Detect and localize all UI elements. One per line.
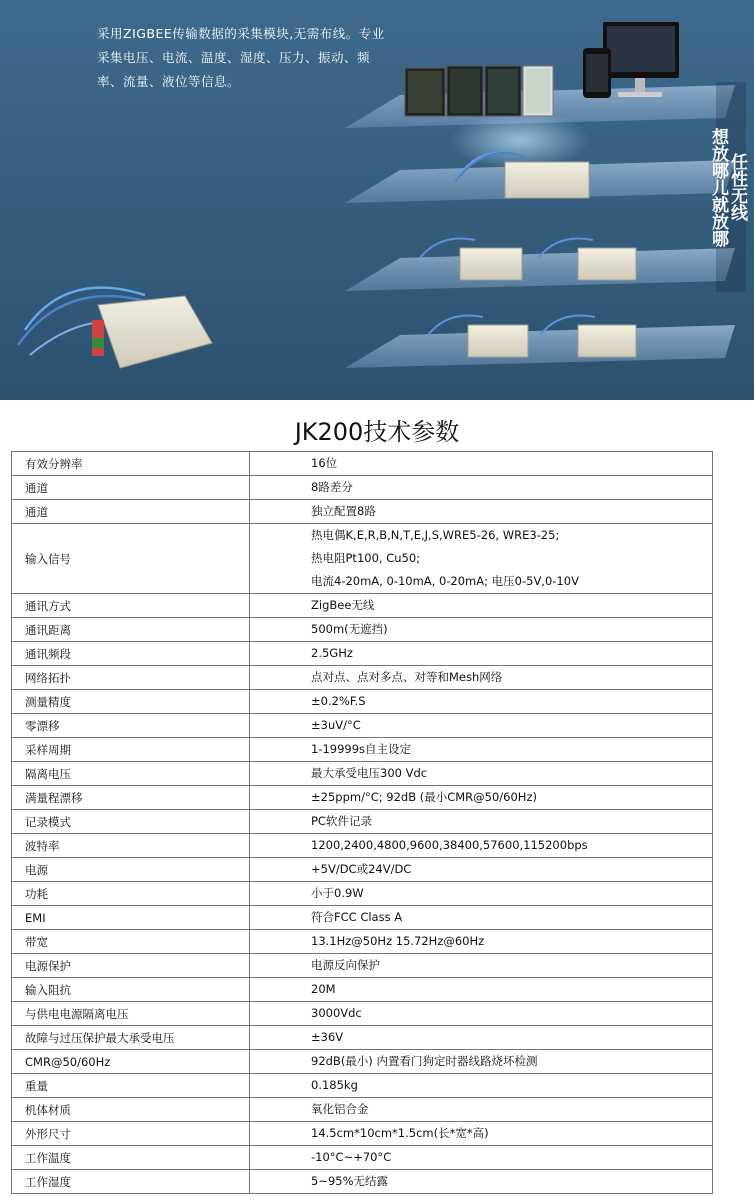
spec-row: [12, 452, 713, 476]
spec-value: [250, 452, 713, 476]
spec-key: 网络拓扑: [12, 666, 250, 690]
spec-row: [12, 906, 713, 930]
spec-key: 通讯方式: [12, 594, 250, 618]
slogan-line: 想放哪儿就放哪: [708, 127, 728, 247]
banner-description: 采用ZIGBEE传输数据的采集模块,无需布线。专业采集电压、电流、温度、湿度、压力、振动、频率、流量、液位等信息。: [97, 26, 385, 89]
spec-value-line: 点对点、点对多点、对等和Mesh网络: [311, 670, 503, 684]
spec-value: [250, 882, 713, 906]
spec-value: [250, 690, 713, 714]
spec-row: [12, 930, 713, 954]
spec-value-line: PC软件记录: [311, 814, 372, 828]
spec-value: [250, 954, 713, 978]
spec-row: [12, 666, 713, 690]
spec-row: [12, 738, 713, 762]
spec-row: [12, 500, 713, 524]
spec-key: 带宽: [12, 930, 250, 954]
spec-value-line: 电源反向保护: [311, 958, 380, 972]
spec-value: [250, 476, 713, 500]
module-device-large: [18, 288, 212, 368]
spec-table-body: [12, 452, 713, 1194]
spec-value: [250, 500, 713, 524]
spec-key: 电源保护: [12, 954, 250, 978]
spec-key: 输入信号: [12, 524, 250, 594]
spec-value-line: -10°C~+70°C: [311, 1150, 392, 1164]
spec-key: 通讯距离: [12, 618, 250, 642]
spec-value-line: 热电阻Pt100, Cu50;: [311, 551, 421, 565]
spec-row: [12, 1146, 713, 1170]
spec-row: [12, 594, 713, 618]
spec-value: [250, 978, 713, 1002]
spec-value-line: +5V/DC或24V/DC: [311, 862, 412, 876]
spec-value-line: 13.1Hz@50Hz 15.72Hz@60Hz: [311, 934, 485, 948]
spec-row: [12, 834, 713, 858]
spec-value-line: ±0.2%F.S: [311, 694, 366, 708]
spec-value: [250, 1026, 713, 1050]
spec-row: [12, 618, 713, 642]
spec-key: 采样周期: [12, 738, 250, 762]
spec-key: 通道: [12, 500, 250, 524]
spec-row: [12, 1002, 713, 1026]
spec-value: [250, 930, 713, 954]
spec-value-line: ±25ppm/°C; 92dB (最小CMR@50/60Hz): [311, 790, 537, 804]
spec-key: 电源: [12, 858, 250, 882]
spec-row: [12, 978, 713, 1002]
spec-value-line: 2.5GHz: [311, 646, 353, 660]
spec-row: [12, 1074, 713, 1098]
spec-value: [250, 1002, 713, 1026]
spec-value-line: ±3uV/°C: [311, 718, 361, 732]
spec-key: 有效分辨率: [12, 452, 250, 476]
spec-key: 零漂移: [12, 714, 250, 738]
spec-row: [12, 810, 713, 834]
spec-key: 机体材质: [12, 1098, 250, 1122]
spec-row: [12, 786, 713, 810]
spec-value-line: 14.5cm*10cm*1.5cm(长*宽*高): [311, 1126, 489, 1140]
spec-key: 通道: [12, 476, 250, 500]
spec-value-line: 16位: [311, 456, 338, 470]
spec-value: [250, 1098, 713, 1122]
spec-value-line: ±36V: [311, 1030, 344, 1044]
spec-key: 隔离电压: [12, 762, 250, 786]
spec-key: 外形尺寸: [12, 1122, 250, 1146]
spec-key: 故障与过压保护最大承受电压: [12, 1026, 250, 1050]
spec-value: [250, 1170, 713, 1194]
spec-value-line: 符合FCC Class A: [311, 910, 403, 924]
spec-row: [12, 690, 713, 714]
spec-value: [250, 786, 713, 810]
spec-row: [12, 1050, 713, 1074]
spec-key: 通讯频段: [12, 642, 250, 666]
spec-row: [12, 642, 713, 666]
spec-value-line: 电流4-20mA, 0-10mA, 0-20mA; 电压0-5V,0-10V: [311, 574, 579, 588]
spec-title: JK200技术参数: [294, 418, 460, 446]
spec-value-line: 小于0.9W: [311, 886, 364, 900]
spec-value: [250, 858, 713, 882]
spec-key: 与供电电源隔离电压: [12, 1002, 250, 1026]
spec-value-line: 独立配置8路: [311, 504, 376, 518]
shelf-layer: [345, 325, 735, 368]
spec-key: 记录模式: [12, 810, 250, 834]
spec-row: [12, 954, 713, 978]
product-banner: [0, 0, 754, 400]
spec-value-line: 1-19999s自主设定: [311, 742, 412, 756]
spec-key: CMR@50/60Hz: [12, 1050, 250, 1074]
spec-key: 工作温度: [12, 1146, 250, 1170]
desktop-monitor: [583, 22, 679, 98]
spec-value: [250, 1074, 713, 1098]
spec-key: 测量精度: [12, 690, 250, 714]
vertical-slogan: [708, 82, 747, 292]
spec-value: [250, 594, 713, 618]
spec-row: [12, 1170, 713, 1194]
spec-row: [12, 476, 713, 500]
spec-value-line: 8路差分: [311, 480, 353, 494]
spec-row: [12, 882, 713, 906]
spec-value: [250, 762, 713, 786]
spec-value: [250, 618, 713, 642]
spec-row: [12, 524, 713, 594]
spec-value-line: 热电偶K,E,R,B,N,T,E,J,S,WRE5-26, WRE3-25;: [311, 528, 560, 542]
spec-value: [250, 666, 713, 690]
spec-key: 重量: [12, 1074, 250, 1098]
spec-value-line: 氧化铝合金: [311, 1102, 369, 1116]
spec-value: [250, 1146, 713, 1170]
spec-key: 工作湿度: [12, 1170, 250, 1194]
spec-key: 输入阻抗: [12, 978, 250, 1002]
spec-value: [250, 1050, 713, 1074]
spec-row: [12, 1026, 713, 1050]
spec-value: [250, 906, 713, 930]
spec-value-line: 最大承受电压300 Vdc: [311, 766, 428, 780]
slogan-line: 任性无线: [727, 153, 747, 221]
spec-value-line: 0.185kg: [311, 1078, 358, 1092]
spec-value: [250, 738, 713, 762]
spec-row: [12, 1122, 713, 1146]
spec-value-line: 1200,2400,4800,9600,38400,57600,115200bps: [311, 838, 588, 852]
spec-value-line: 3000Vdc: [311, 1006, 362, 1020]
spec-value-line: 500m(无遮挡): [311, 622, 388, 636]
spec-value: [250, 810, 713, 834]
spec-key: 满量程漂移: [12, 786, 250, 810]
spec-value-line: 20M: [311, 982, 336, 996]
spec-value: [250, 1122, 713, 1146]
spec-value: [250, 834, 713, 858]
spec-row: [12, 1098, 713, 1122]
spec-value: [250, 642, 713, 666]
spec-value-line: ZigBee无线: [311, 598, 375, 612]
spec-key: 波特率: [12, 834, 250, 858]
spec-row: [12, 714, 713, 738]
spec-value-line: 5~95%无结露: [311, 1174, 389, 1188]
monitor-screens: [405, 66, 553, 116]
spec-value: [250, 714, 713, 738]
spec-table: [11, 451, 713, 1194]
spec-row: [12, 858, 713, 882]
spec-key: 功耗: [12, 882, 250, 906]
spec-value: [250, 524, 713, 594]
spec-row: [12, 762, 713, 786]
spec-key: EMI: [12, 906, 250, 930]
spec-value-line: 92dB(最小) 内置看门狗定时器线路烧坏检测: [311, 1054, 538, 1068]
